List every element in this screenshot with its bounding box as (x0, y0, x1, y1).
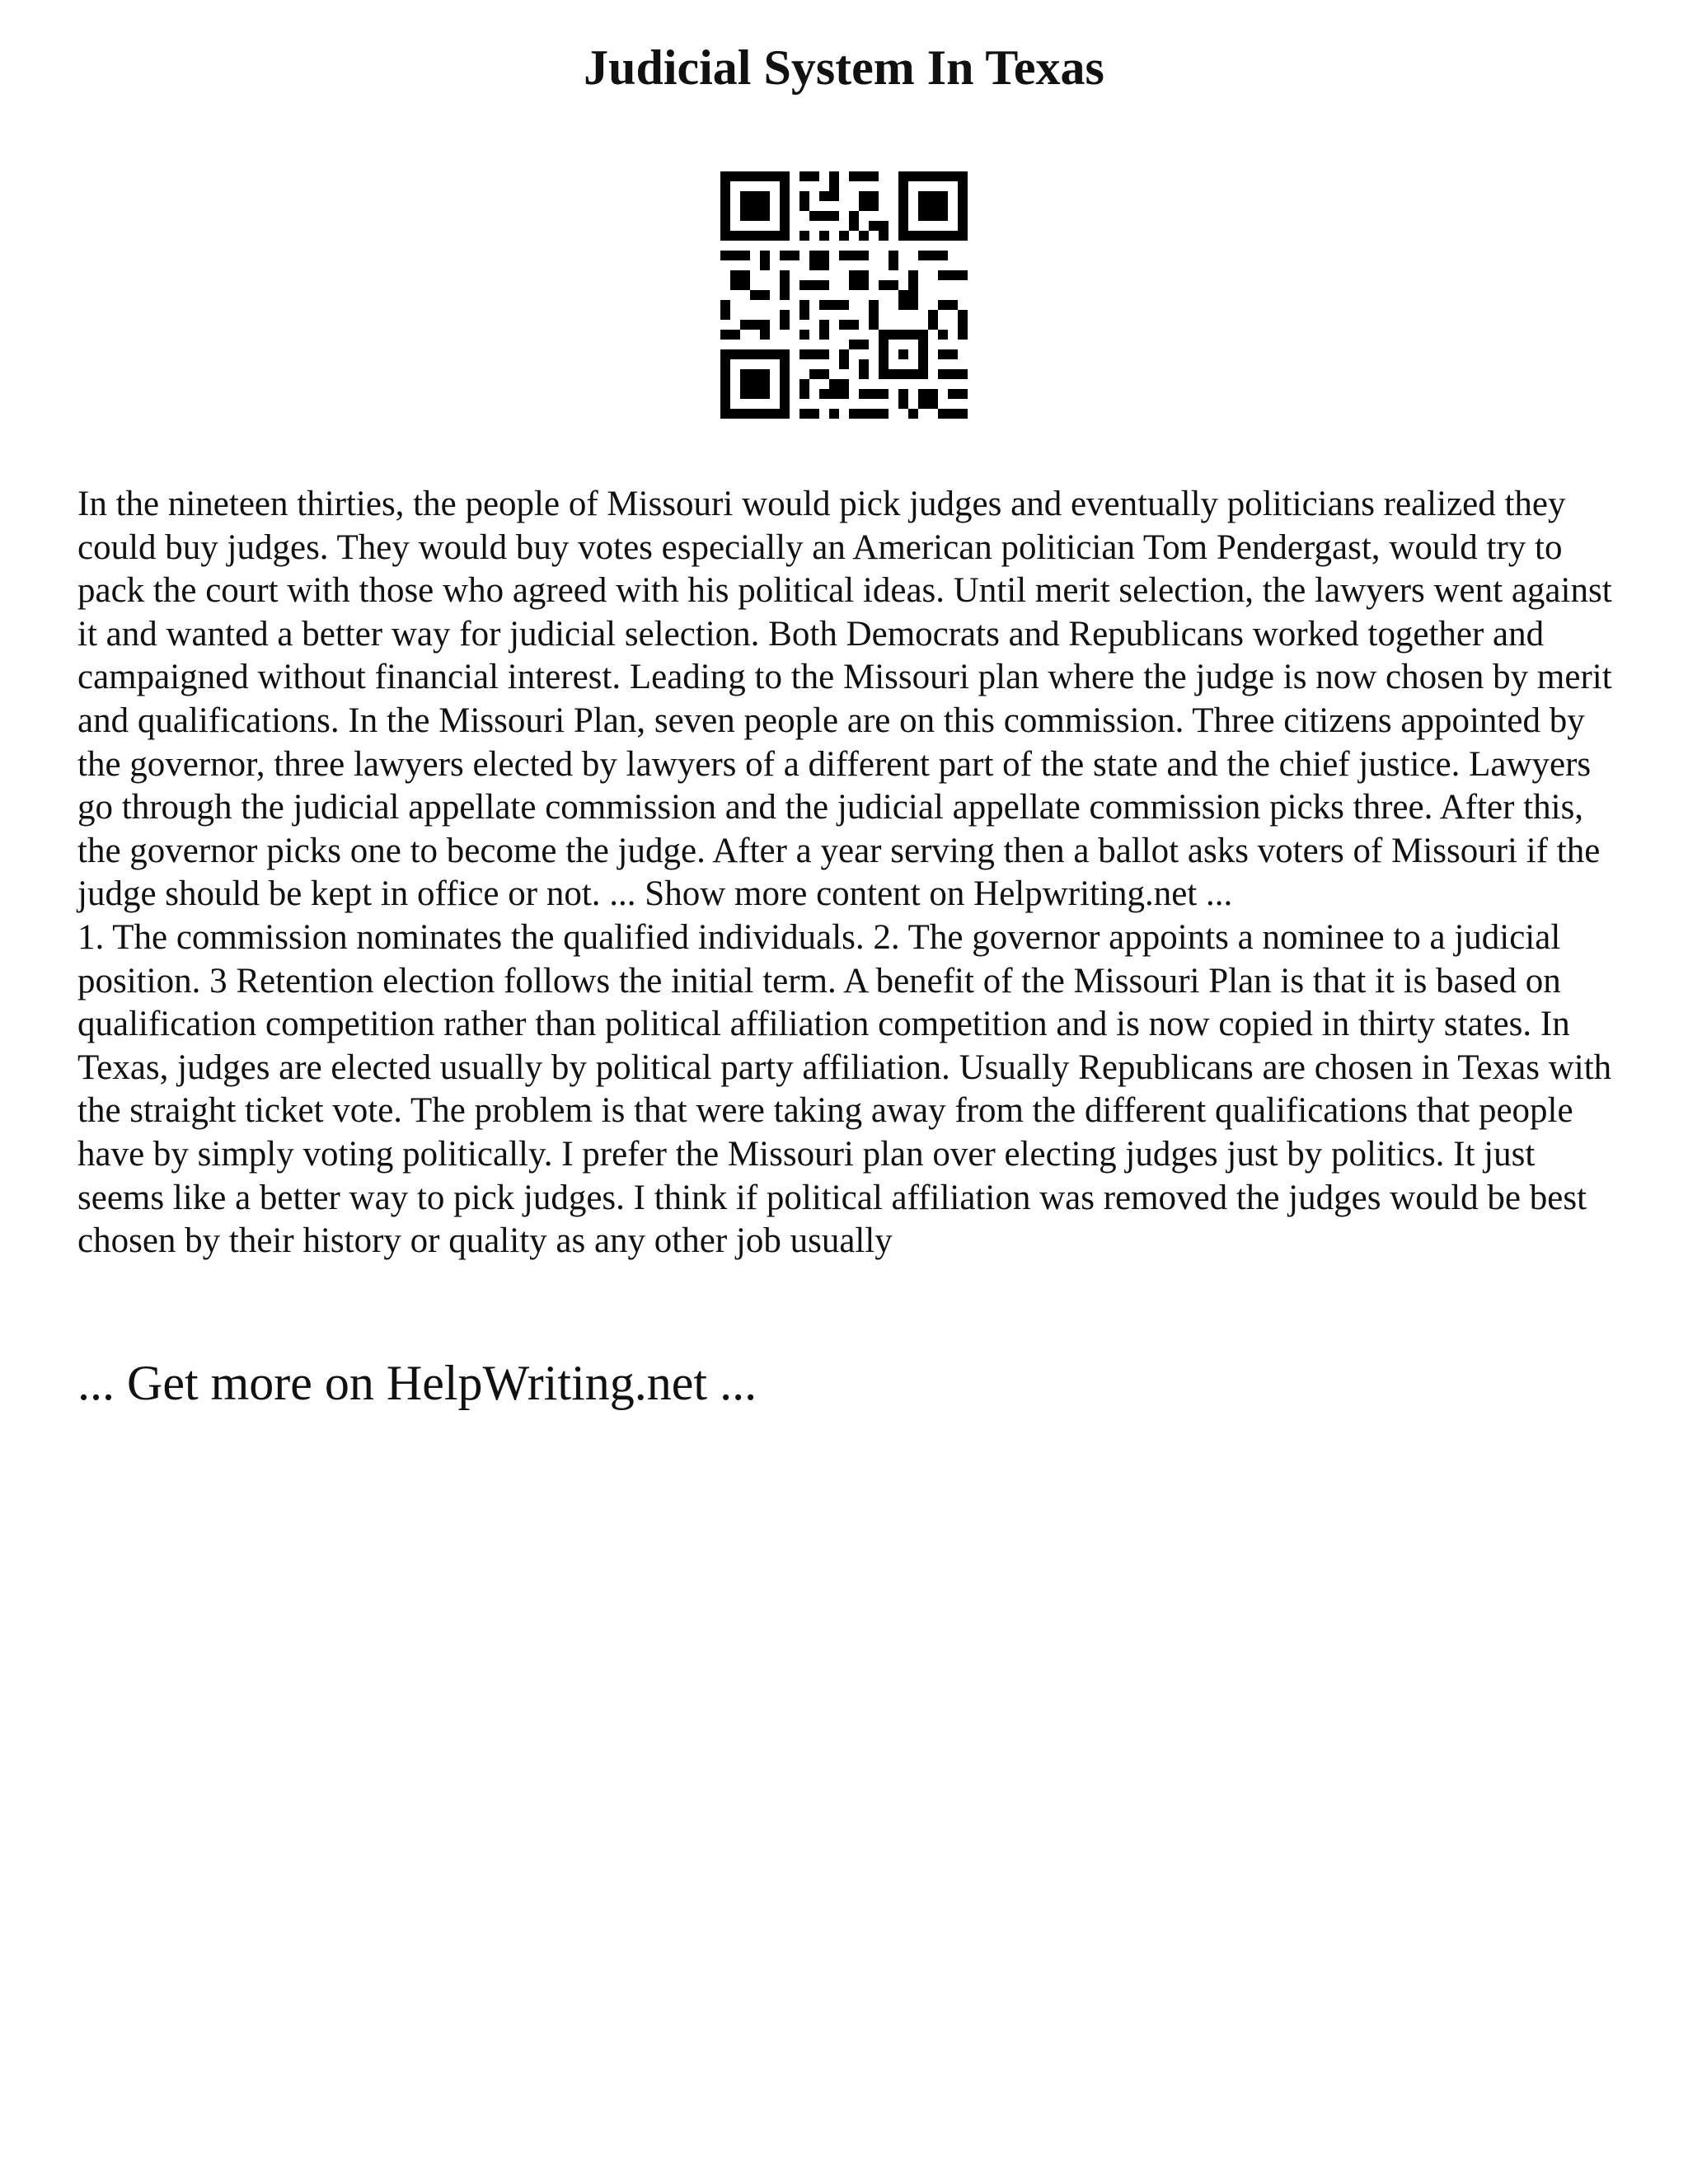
qr-code-icon (720, 171, 968, 419)
document-body (77, 483, 1627, 1263)
get-more-link[interactable]: ... Get more on HelpWriting.net ... (77, 1356, 757, 1410)
body-paragraph-intro: In the nineteen thirties, the people of Missouri would pick judges and eventually politicians realized they could buy judges. They would buy votes especially an American politician Tom Pendergast, would try to pack the court with those who agreed with his political ideas. Until merit selection, the lawyers went against it and wanted a better way for judicial selection. Both Democrats and Republicans worked together and campaigned without financial interest. Leading to the Missouri plan where the judge is now chosen by merit and qualifications. In the Missouri Plan, seven people are on this commission. Three citizens appointed by the governor, three lawyers elected by lawyers of a different part of the state and the chief justice. Lawyers go through the judicial appellate commission and the judicial appellate commission picks three. After this, the governor picks one to become the judge. After a year serving then a ballot asks voters of Missouri if the judge should be kept in office or not. ... Show more content on Helpwriting.net ... (77, 485, 1612, 914)
document-title: Judicial System In Texas (584, 40, 1104, 95)
body-paragraph-missouri-plan: 1. The commission nominates the qualified individuals. 2. The governor appoints a nominee to a judicial position. 3 Retention election follows the initial term. A benefit of the Missouri Plan is that it is based on qualification competition rather than political affiliation competition and is now copied in thirty states. In Texas, judges are elected usually by political party affiliation. Usually Republicans are chosen in Texas with the straight ticket vote. The problem is that were taking away from the different qualifications that people have by simply voting politically. I prefer the Missouri plan over electing judges just by politics. It just seems like a better way to pick judges. I think if political affiliation was removed the judges would be best chosen by their history or quality as any other job usually (77, 917, 1612, 1261)
